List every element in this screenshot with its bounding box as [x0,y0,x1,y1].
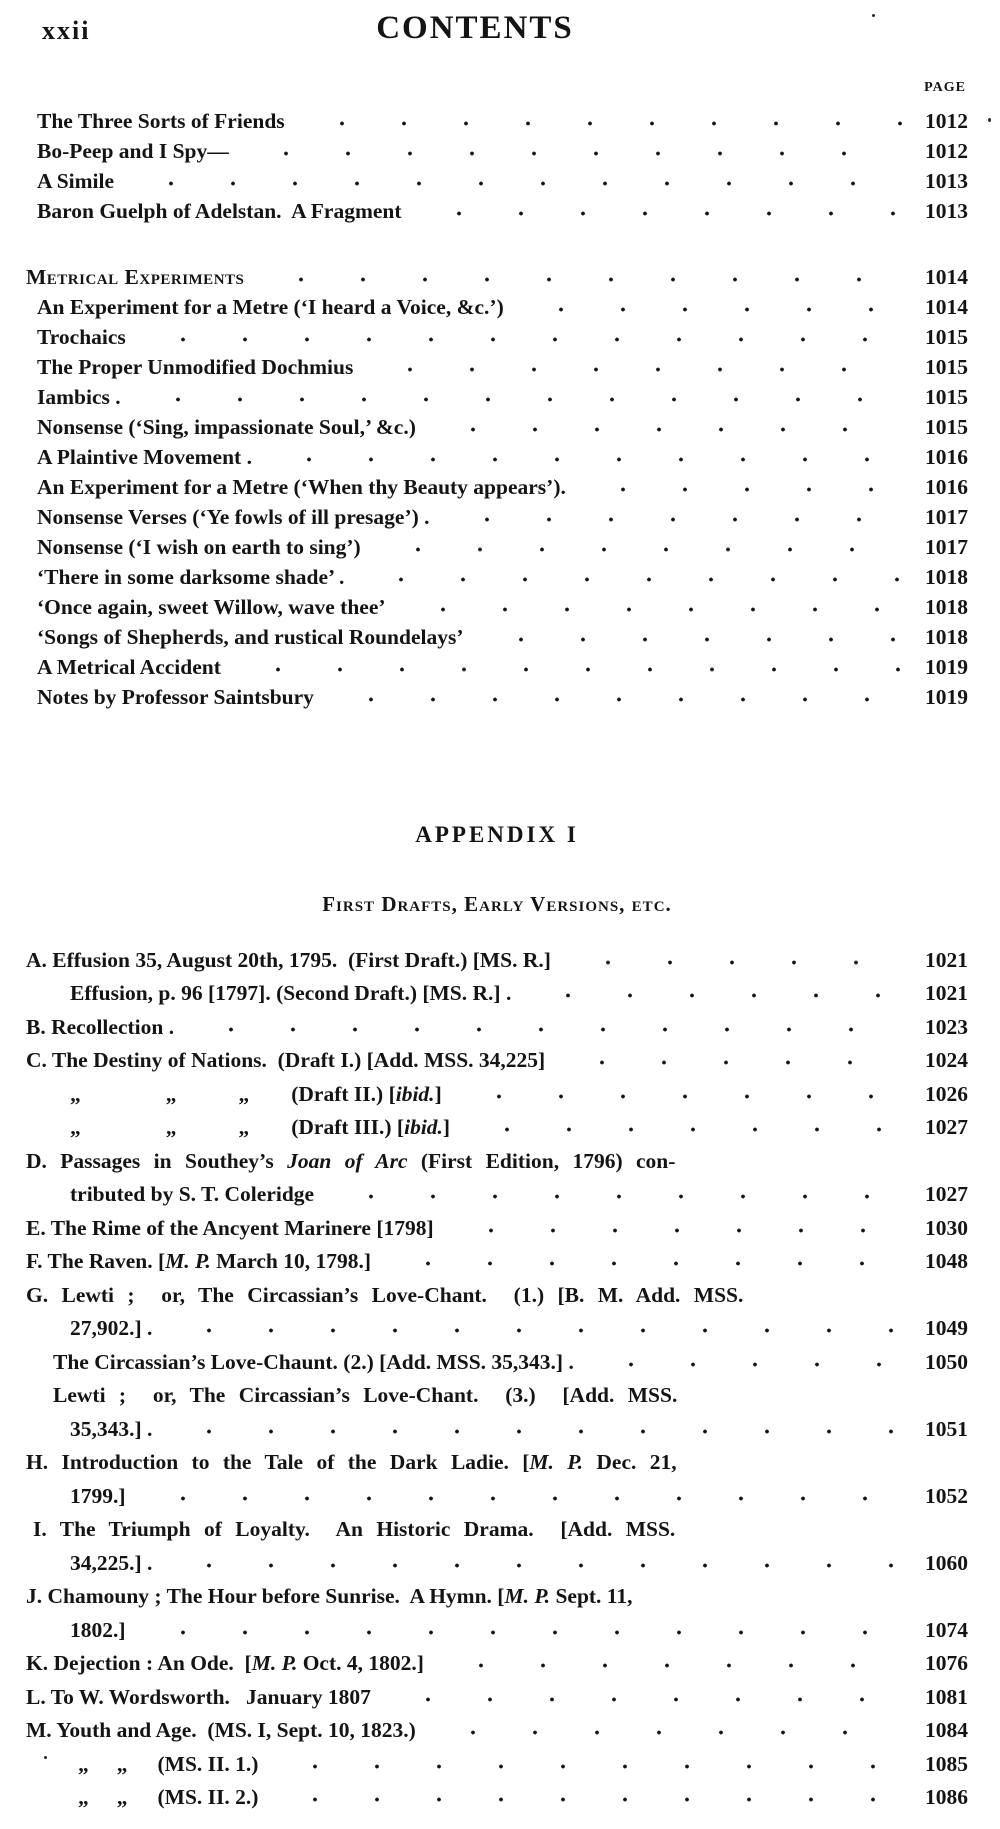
entry-title-part: 1799.] [70,1483,126,1508]
entry-title [37,384,121,410]
toc-row [26,1777,968,1811]
entry-title-part: (First Edition, 1796) con- [407,1148,676,1173]
entry-title [70,1114,450,1140]
entry-title-part: Nonsense (‘Sing, impassionate Soul,’ &c.) [37,415,416,439]
page-number: 1014 [925,265,968,289]
toc-row [26,1073,968,1107]
dot-leader [138,337,902,342]
entry-title-part: Sept. 11, [550,1584,633,1608]
appendix-list [26,939,968,1810]
entry-title-part: A. Effusion 35, August 20th, 1795. (First Draft.) [MS. R.] [26,947,551,972]
entry-title-part: The Three Sorts of Friends [37,109,285,133]
toc-row [26,1107,968,1141]
entry-title-part: „ [238,1115,250,1139]
page-number: 1021 [925,981,968,1005]
page-number: 1076 [925,1651,968,1675]
entry-title [26,1583,633,1609]
toc-row [26,260,968,290]
entry-title-part: March 10, 1798.] [210,1249,372,1273]
page-number: 1012 [925,109,968,133]
dot-leader [516,307,902,312]
entry-title [26,1047,545,1073]
scan-speck [872,14,875,17]
entry-title-part: Oct. 4, 1802.] [297,1651,424,1675]
toc-row [26,1509,968,1543]
dot-leader [428,427,902,432]
page-number: 1086 [925,1785,968,1809]
toc-row [26,1241,968,1275]
dot-leader [326,697,902,702]
dot-leader [414,211,902,216]
dot-leader [578,487,902,492]
entry-title-part: An Experiment for a Metre (‘When thy Beauty appears’). [37,475,566,499]
page-number: 1012 [925,139,968,163]
entry-title [26,1014,174,1040]
dot-leader [186,1027,902,1032]
entry-title [70,1483,126,1509]
entry-title-part: „ [70,1115,81,1139]
toc-row [26,1174,968,1208]
dot-leader [436,1663,902,1668]
dot-leader [446,1228,902,1233]
entry-title-part: The Circassian’s Love-Chaunt. (2.) [Add. MSS. 35,343.] . [53,1349,574,1374]
scan-speck [44,1756,47,1759]
toc-row [26,650,968,680]
entry-title-part: Bo-Peep and I Spy— [37,139,229,163]
entry-title-part: Dec. 21, [583,1450,677,1474]
page-number: 1081 [925,1684,968,1709]
toc-row [26,500,968,530]
page-number: 1023 [925,1014,968,1039]
page-number: 1017 [925,535,968,559]
page-number: 1049 [925,1316,968,1340]
page-number: 1017 [925,505,968,529]
entry-title-part: F. The Raven. [ [26,1249,166,1273]
entry-title [37,198,402,224]
page-number: 1018 [925,595,968,619]
entry-title [70,1784,258,1810]
entry-title-part: tributed by S. T. Coleridge [70,1182,315,1206]
toc-row [26,1040,968,1074]
entry-title-italic-part: M. P. [529,1450,584,1474]
entry-title-part: A Plaintive Movement . [37,445,252,469]
entry-title [37,684,314,710]
entry-title-part: ] [442,1115,451,1139]
dot-leader [256,277,902,282]
dot-leader [365,367,902,372]
entry-title-part: Nonsense Verses (‘Ye fowls of ill presage’) . [37,505,430,529]
toc-row [26,410,968,440]
toc-row [26,320,968,350]
entry-title-part: ] [434,1081,442,1106]
entry-title [53,1382,677,1408]
toc-row [26,290,968,320]
toc-row [26,1140,968,1174]
entry-title-part: G. Lewti ; or, The Circassian’s Love-Chant. (1.) [B. M. Add. MSS. [26,1282,744,1307]
entry-title-part: „ [238,1081,250,1106]
toc-row [26,440,968,470]
entry-title-part: L. To W. Wordsworth. January 1807 [26,1684,371,1709]
toc-row [26,1475,968,1509]
page-number: 1015 [925,355,968,379]
dot-leader [133,397,902,402]
entry-title [37,324,126,350]
dot-leader [428,1730,902,1735]
page-number: 1018 [925,565,968,589]
entry-title [26,1650,424,1676]
entry-title [26,1215,434,1241]
toc-row [26,1442,968,1476]
entry-title-part: „ [116,1751,128,1776]
toc-row [26,1710,968,1744]
entry-title-part: „ [78,1751,89,1776]
entry-title-part: Metrical Experiments [26,265,245,289]
entry-title-part: K. Dejection : An Ode. [ [26,1651,252,1675]
entry-title [37,474,566,500]
entry-title-part: „ [116,1785,128,1809]
appendix-heading: APPENDIX I [415,822,579,847]
dot-leader [523,993,902,998]
toc-row [26,380,968,410]
dot-leader [126,181,902,186]
toc-row [26,1609,968,1643]
page-number: 1027 [925,1182,968,1206]
entry-title [37,654,221,680]
dot-leader [164,1429,902,1434]
entry-title-part: H. Introduction to the Tale of the Dark Ladie. [ [26,1450,530,1474]
entry-title-part: Baron Guelph of Adelstan. A Fragment [37,199,402,223]
dot-leader [563,960,902,965]
dot-leader [270,1797,902,1802]
entry-title-part: Trochaics [37,325,126,349]
entry-title-italic-part: ibid. [395,1081,435,1106]
entry-title-part: Effusion, p. 96 [1797]. (Second Draft.) [MS. R.] . [70,981,512,1005]
toc-row [26,134,968,164]
entry-title [70,1081,442,1107]
toc-row [26,1274,968,1308]
entry-title [70,1550,152,1576]
dot-leader [476,637,902,642]
entry-title-part: B. Recollection . [26,1014,175,1039]
folio-page-number: xxii [42,16,91,45]
toc-row [26,1676,968,1710]
toc-row [26,194,968,224]
entry-title [37,534,361,560]
contents-title: CONTENTS [376,10,574,46]
toc-row [26,1341,968,1375]
entry-title [37,504,430,530]
dot-leader [442,517,902,522]
entry-title-part: „ [70,1081,81,1106]
entry-title [37,354,353,380]
entry-title-part: The Proper Unmodified Dochmius [37,355,354,379]
entry-title [37,108,285,134]
toc-row [26,1576,968,1610]
entry-title [70,980,511,1006]
entry-title-part: An Experiment for a Metre (‘I heard a Voice, &c.’) [37,295,504,319]
toc-row [26,1408,968,1442]
entry-title-part: (Draft III.) [ [291,1115,405,1139]
entry-title [37,414,416,440]
page-number: 1030 [925,1215,968,1240]
dot-leader [138,1496,902,1501]
entry-title [37,138,229,164]
entry-title-italic-part: Joan of Arc [287,1148,408,1173]
toc-row [26,164,968,194]
page-number: 1015 [925,415,968,439]
entry-title-part: C. The Destiny of Nations. (Draft I.) [Add. MSS. 34,225] [26,1048,546,1072]
page-number: 1027 [925,1115,968,1139]
toc-row [26,1207,968,1241]
entry-title [26,1148,675,1174]
entry-title-part: J. Chamouny ; The Hour before Sunrise. A Hymn. [ [26,1584,505,1608]
entry-title-part: 34,225.] . [70,1550,153,1575]
entry-title [37,624,464,650]
entry-title-part: 27,902.] . [70,1316,153,1340]
scan-speck [988,118,991,122]
entry-title [70,1181,314,1207]
page-number: 1074 [925,1617,968,1642]
dot-leader [557,1060,902,1065]
entry-title-part: Nonsense (‘I wish on earth to sing’) [37,535,361,559]
entry-title-part: (Draft II.) [ [291,1081,396,1106]
page-number: 1015 [925,325,968,349]
entry-title [37,444,252,470]
entry-title [26,264,244,290]
entry-title-part: „ [165,1115,177,1139]
dot-leader [586,1362,902,1367]
dot-leader [164,1328,902,1333]
toc-row [26,973,968,1007]
entry-title-part: Lewti ; or, The Circassian’s Love-Chant. (3.) [Add. MSS. [53,1383,678,1407]
page-number: 1051 [925,1416,968,1441]
page-number: 1050 [925,1349,968,1374]
page-number: 1016 [925,445,968,469]
entry-title-part: 1802.] [70,1617,126,1642]
entry-title [37,168,114,194]
entry-title-italic-part: M. P. [165,1249,211,1273]
entry-title-part: (MS. II. 1.) [157,1751,259,1776]
entry-title [70,1416,152,1442]
toc-row [26,1643,968,1677]
page-number: 1052 [925,1483,968,1508]
entry-title [26,1717,416,1743]
page-number: 1013 [925,199,968,223]
dot-leader [383,1261,902,1266]
toc-row [26,1375,968,1409]
toc-row [26,350,968,380]
entry-title-part: ‘Once again, sweet Willow, wave thee’ [37,595,386,619]
entry-title [53,1349,574,1375]
entry-title [26,1282,743,1308]
entry-title-italic-part: M. P. [504,1584,551,1608]
entry-title-part: Notes by Professor Saintsbury [37,685,314,709]
page-number: 1019 [925,685,968,709]
dot-leader [462,1127,902,1132]
entry-title [70,1315,152,1341]
entry-title-part: ‘Songs of Shepherds, and rustical Roundelays’ [37,625,464,649]
dot-leader [264,457,902,462]
entry-title-part: ‘There in some darksome shade’ . [37,565,345,589]
dot-leader [398,607,902,612]
page-number: 1026 [925,1081,968,1106]
toc-row [26,1743,968,1777]
page-number: 1014 [925,295,968,319]
page-number: 1021 [925,947,968,972]
contents-list [26,104,968,710]
entry-title-part: „ [78,1785,89,1809]
dot-leader [326,1194,902,1199]
dot-leader [454,1094,902,1099]
entry-title [26,1684,371,1710]
page-column-header: PAGE [924,80,966,95]
entry-title-part: (MS. II. 2.) [157,1785,259,1809]
dot-leader [233,667,902,672]
entry-title-part: I. The Triumph of Loyalty. An Historic Drama. [Add. MSS. [33,1517,676,1541]
toc-row [26,590,968,620]
toc-row [26,1006,968,1040]
entry-title [26,1248,371,1274]
toc-row [26,939,968,973]
toc-row [26,530,968,560]
page-number: 1015 [925,385,968,409]
toc-row [26,620,968,650]
page-number: 1084 [925,1718,968,1742]
toc-row [26,470,968,500]
toc-row [26,1308,968,1342]
page-number: 1024 [925,1048,968,1072]
entry-title [70,1617,126,1643]
dot-leader [270,1764,902,1769]
dot-leader [356,577,902,582]
entry-title-part: D. Passages in Southey’s [26,1148,288,1173]
masthead [26,10,968,56]
dot-leader [164,1563,902,1568]
entry-title [70,1751,258,1777]
page-number: 1060 [925,1550,968,1575]
page-number: 1018 [925,625,968,649]
page-number: 1013 [925,169,968,193]
dot-leader [297,121,902,126]
page-number: 1085 [925,1751,968,1776]
page-number: 1016 [925,475,968,499]
dot-leader [373,547,902,552]
page-number: 1048 [925,1249,968,1273]
toc-row [26,1542,968,1576]
entry-title-part: E. The Rime of the Ancyent Marinere [1798] [26,1215,434,1240]
entry-title [26,947,551,973]
entry-title-part: „ [165,1081,177,1106]
toc-row [26,104,968,134]
entry-title-part: A Simile [37,169,115,193]
dot-leader [138,1630,902,1635]
entry-title [26,1516,675,1542]
toc-row [26,680,968,710]
entry-title-part: A Metrical Accident [37,655,221,679]
dot-leader [383,1697,902,1702]
entry-title [37,564,344,590]
entry-title-italic-part: ibid. [404,1115,443,1139]
entry-title [37,594,386,620]
entry-title-part: M. Youth and Age. (MS. I, Sept. 10, 1823.) [26,1718,416,1742]
appendix-subheading: First Drafts, Early Versions, etc. [322,892,672,916]
entry-title-part: Iambics . [37,385,121,409]
toc-row [26,560,968,590]
entry-title [37,294,504,320]
entry-title [26,1449,677,1475]
entry-title-italic-part: M. P. [251,1651,298,1675]
dot-leader [241,151,902,156]
entry-title-part: 35,343.] . [70,1416,153,1441]
page-number: 1019 [925,655,968,679]
